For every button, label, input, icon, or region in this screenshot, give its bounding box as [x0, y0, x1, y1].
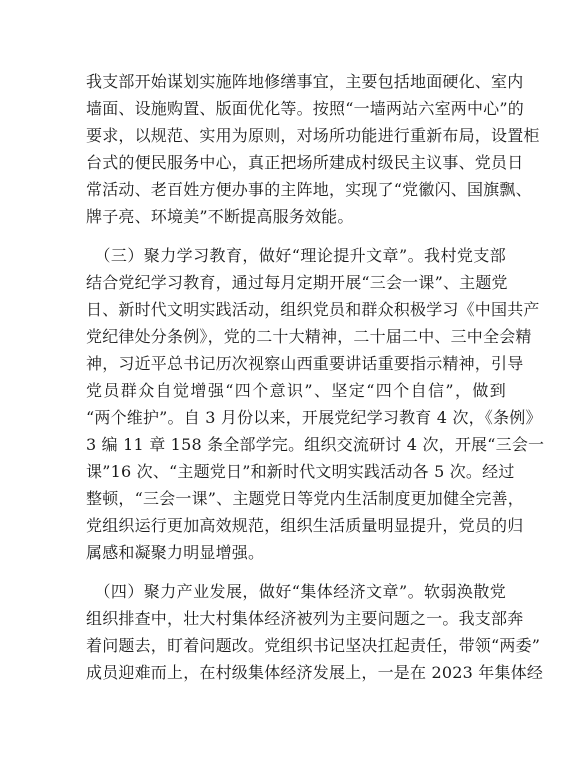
text-line: 我支部开始谋划实施阵地修缮事宜，主要包括地面硬化、室内: [86, 72, 524, 91]
paragraph-2: [86, 242, 545, 566]
text-line: 3 编 11 章 158 条全部学完。组织交流研讨 4 次，开展“三会一: [86, 435, 545, 454]
text-line: 党组织运行更加高效规范，组织生活质量明显提升，党员的归: [86, 516, 524, 535]
paragraph-3: [86, 578, 544, 686]
paragraph-1: [86, 68, 540, 230]
text-line: “两个维护”。自 3 月份以来，开展党纪学习教育 4 次，《条例》: [86, 408, 542, 427]
text-line: 日、新时代文明实践活动，组织党员和群众积极学习《中国共产: [86, 300, 540, 319]
text-line: 要求，以规范、实用为原则，对场所功能进行重新布局，设置柜: [86, 126, 540, 145]
text-line: 结合党纪学习教育，通过每月定期开展“三会一课”、主题党: [86, 273, 508, 292]
text-line: 整顿，“三会一课”、主题党日等党内生活制度更加健全完善，: [86, 489, 524, 508]
text-line: 组织排查中，壮大村集体经济被列为主要问题之一。我支部奔: [86, 609, 524, 628]
text-line: 党纪律处分条例》，党的二十大精神，二十届二中、三中全会精: [86, 327, 532, 346]
document-page: [86, 68, 545, 686]
text-line: （三）聚力学习教育，做好“理论提升文章”。我村党支部: [86, 246, 506, 265]
text-line: 属感和凝聚力明显增强。: [86, 543, 265, 562]
text-line: 成员迎难而上，在村级集体经济发展上，一是在 2023 年集体经: [86, 663, 544, 682]
paragraph-gap: [86, 230, 506, 242]
text-line: 课”16 次、“主题党日”和新时代文明实践活动各 5 次。经过: [86, 462, 515, 481]
text-line: （四）聚力产业发展，做好“集体经济文章”。软弱涣散党: [86, 582, 506, 601]
text-line: 常活动、老百姓方便办事的主阵地，实现了“党徽闪、国旗飘、: [86, 180, 532, 199]
text-line: 着问题去，盯着问题改。党组织书记坚决扛起责任，带领“两委”: [86, 636, 541, 655]
text-line: 牌子亮、环境美”不断提高服务效能。: [86, 207, 354, 226]
text-line: 台式的便民服务中心，真正把场所建成村级民主议事、党员日: [86, 153, 524, 172]
text-line: 神，习近平总书记历次视察山西重要讲话重要指示精神，引导: [86, 354, 524, 373]
text-line: 墙面、设施购置、版面优化等。按照“一墙两站六室两中心”的: [86, 99, 524, 118]
paragraph-gap: [86, 566, 506, 578]
text-line: 党员群众自觉增强“四个意识”、坚定“四个自信”，做到: [86, 381, 506, 400]
